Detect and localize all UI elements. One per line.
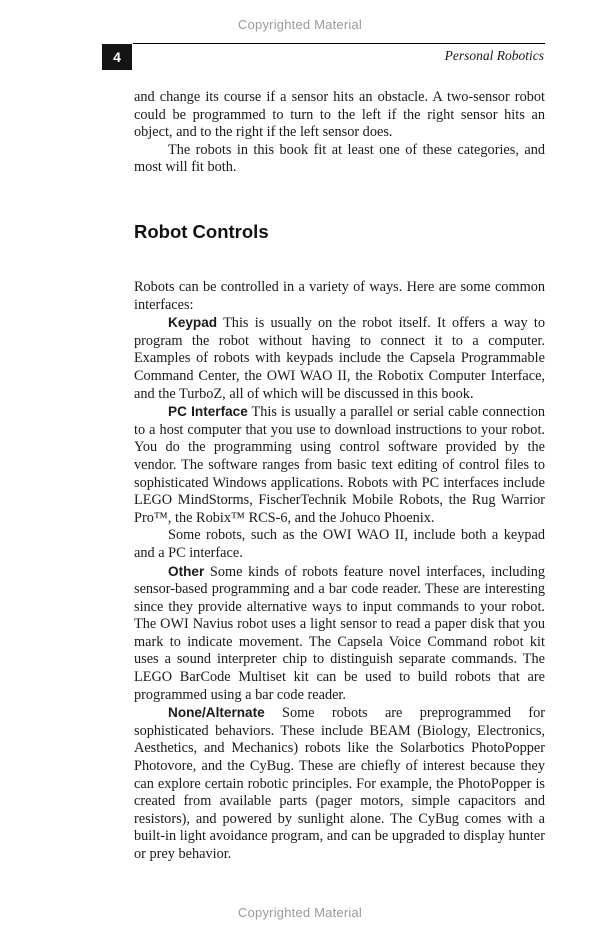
- header-rule: [133, 43, 545, 44]
- keypad-text: This is usually on the robot itself. It offers a way to program the robot without having to connect it to a computer. Examples of robots with keypads include the Capsela Programmable Command Center, the OWI WAO II, the Robotix Computer Interface, and the TurboZ, all of which will be discussed in this book.: [134, 315, 545, 402]
- term-other: Other: [168, 563, 205, 579]
- paragraph-none-alternate: [134, 704, 545, 863]
- section-heading: Robot Controls: [134, 221, 269, 242]
- term-keypad: Keypad: [168, 315, 218, 331]
- copyright-watermark-top: Copyrighted Material: [238, 17, 362, 32]
- paragraph-keypad: [134, 314, 545, 403]
- section-body: [134, 279, 545, 864]
- running-title: Personal Robotics: [444, 48, 544, 63]
- paragraph: and change its course if a sensor hits an obstacle. A two-sensor robot could be programmed to turn to the left if the right sensor hits an object, and to the right if the left sensor does.: [134, 89, 545, 141]
- page-number: 4: [102, 44, 132, 70]
- copyright-watermark-bottom: Copyrighted Material: [238, 905, 362, 920]
- pc-interface-text: This is usually a parallel or serial cable connection to a host computer that you use to download instructions to your robot. You do the programming using control software provided by the vendor. The software ranges from basic text editing of control files to sophisticated Windows applications. Robots with PC interfaces include LEGO MindStorms, FischerTechnik Mobile Robots, the Rug Warrior Pro™, the Robix™ RCS-6, and the Johuco Phoenix.: [134, 404, 545, 526]
- paragraph-both-note: Some robots, such as the OWI WAO II, include both a keypad and a PC interface.: [134, 527, 545, 561]
- term-pc-interface: PC Interface: [168, 404, 248, 420]
- paragraph-other: [134, 563, 545, 705]
- paragraph-lead: Robots can be controlled in a variety of ways. Here are some common interfaces:: [134, 279, 545, 313]
- intro-text: [134, 89, 545, 177]
- paragraph-pc-interface: [134, 403, 545, 527]
- other-text: Some kinds of robots feature novel interfaces, including sensor-based programming and a bar code reader. These are interesting since they provide alternative ways to input commands to your robot. The OWI Navius robot uses a light sensor to read a paper disk that you mark to indicate movement. The Capsela Voice Command robot kit uses a sound interpreter chip to distinguish separate commands. The LEGO BarCode Multiset kit can be used to build robots that are programmed using a bar code reader.: [134, 563, 545, 703]
- none-alternate-text: Some robots are preprogrammed for sophisticated behaviors. These include BEAM (Biology, Electronics, Aesthetics, and Mechanics) robots like the Solarbotics PhotoPopper Photovore, and the CyBug. These are chiefly of interest because they can explore certain robotic principles. For example, the PhotoPopper is created from available parts (pager motors, simple capacitors and resistors), and powered by sunlight alone. The CyBug comes with a built-in light avoidance program, and can be upgraded to display hunter or prey behavior.: [134, 705, 545, 862]
- term-none-alternate: None/Alternate: [168, 705, 265, 721]
- paragraph: The robots in this book fit at least one of these categories, and most will fit both.: [134, 141, 545, 176]
